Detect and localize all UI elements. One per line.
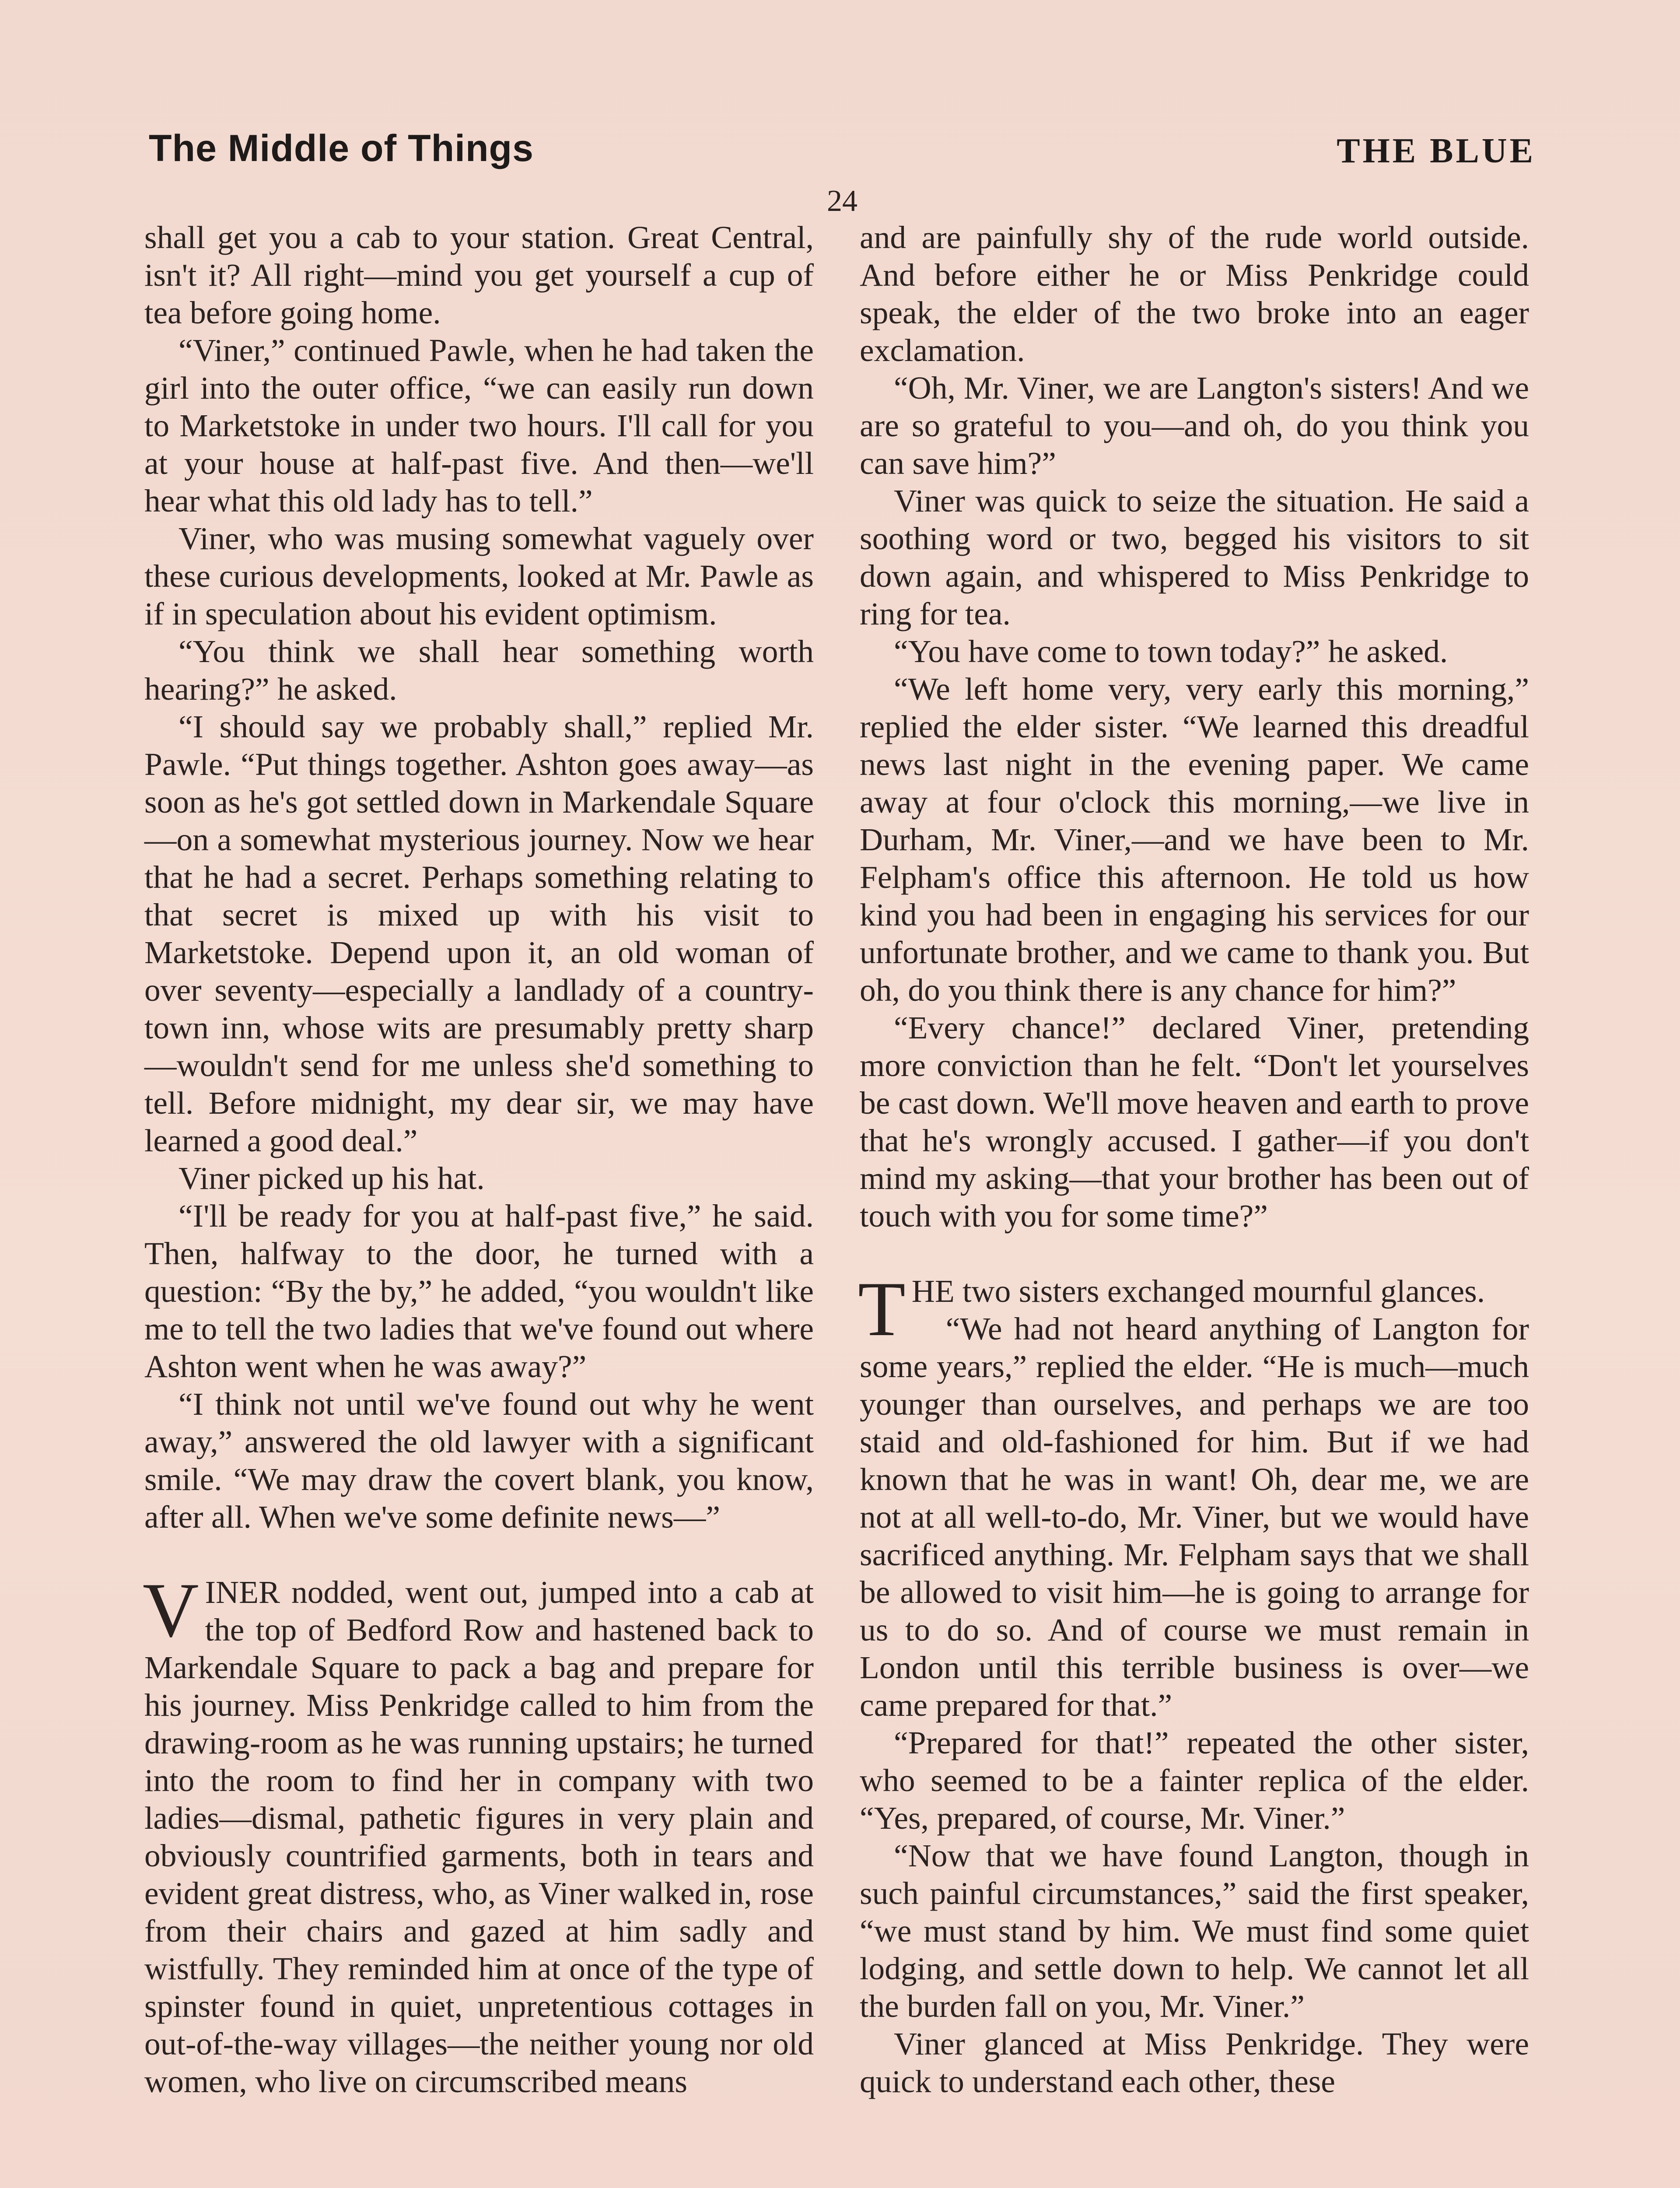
paragraph-text: INER nodded, went out, jumped into a cab at the top of Bedford Row and hastened back to Markendale Square to pack a bag and prepare for his journey. Miss Penkridge called to him from the drawing-room as he was running upstairs; he turned into the room to find her in company with two ladies—dismal, pathetic figures in very plain and obviously countrified garments, both in tears and evident great distress, who, as Viner walked in, rose from their chairs and gazed at him sadly and wistfully. They reminded him at once of the type of spinster found in quiet, unpretentious cottages in out-of-the-way villages—the neither young nor old women, who live on circumscribed means xyxy=(144,1574,814,2099)
paragraph: shall get you a cab to your station. Great Central, isn't it? All right—mind you get yourself a cup of tea before going home. xyxy=(144,220,814,330)
paragraph: “Every chance!” declared Viner, pretending more conviction than he felt. “Don't let yourselves be cast down. We'll move heaven and earth to prove that he's wrongly accused. I gather—if you don't mind my asking—that your brother has been out of touch with you for some time?” xyxy=(860,1010,1529,1234)
right-text-column xyxy=(860,219,1529,2100)
drop-cap: T xyxy=(858,1266,906,1352)
paragraph: “I think not until we've found out why he went away,” answered the old lawyer with a significant smile. “We may draw the covert blank, you know, after all. When we've some definite news—” xyxy=(144,1386,814,1535)
paragraph: “You have come to town today?” he asked. xyxy=(894,634,1448,669)
paragraph: “We left home very, very early this morning,” replied the elder sister. “We learned this dreadful news last night in the evening paper. We came away at four o'clock this morning,—we live in Durham, Mr. Viner,—and we have been to Mr. Felpham's office this afternoon. He told us how kind you had been in engaging his services for our unfortunate brother, and we came to thank you. But oh, do you think there is any chance for him?” xyxy=(860,671,1529,1008)
paragraph-text: HE two sisters exchanged mournful glances. xyxy=(911,1273,1485,1309)
page-number: 24 xyxy=(827,184,858,218)
paragraph: “You think we shall hear something worth hearing?” he asked. xyxy=(144,634,814,707)
paragraph: “I'll be ready for you at half-past five,” he said. Then, halfway to the door, he turned with a question: “By the by,” he added, “you wouldn't like me to tell the two ladies that we've found out where Ashton went when he was away?” xyxy=(144,1198,814,1384)
running-head-title: The Middle of Things xyxy=(149,127,534,169)
drop-cap: V xyxy=(143,1567,199,1653)
paragraph: Viner, who was musing somewhat vaguely over these curious developments, looked at Mr. Pawle as if in speculation about his evident optimism. xyxy=(144,521,814,631)
paragraph: “I should say we probably shall,” replied Mr. Pawle. “Put things together. Ashton goes away—as soon as he's got settled down in Markendale Square—on a somewhat mysterious journey. Now we hear that he had a secret. Perhaps something relating to that secret is mixed up with his visit to Marketstoke. Depend upon it, an old woman of over seventy—especially a landlady of a country-town inn, whose wits are presumably pretty sharp—wouldn't send for me unless she'd something to tell. Before midnight, my dear sir, we may have learned a good deal.” xyxy=(144,709,814,1158)
paragraph: Viner picked up his hat. xyxy=(178,1161,485,1196)
paragraph: “We had not heard anything of Langton for some years,” replied the elder. “He is much—much younger than ourselves, and perhaps we are too staid and old-fashioned for him. But if we had known that he was in want! Oh, dear me, we are not at all well-to-do, Mr. Viner, but we would have sacrificed anything. Mr. Felpham says that we shall be allowed to visit him—he is going to arrange for us to do so. And of course we must remain in London until this terrible business is over—we came prepared for that.” xyxy=(860,1311,1529,1723)
paragraph: “Prepared for that!” repeated the other sister, who seemed to be a fainter replica of the elder. “Yes, prepared, of course, Mr. Viner.” xyxy=(860,1725,1529,1836)
section-paragraph xyxy=(858,1266,1529,1352)
paragraph: “Viner,” continued Pawle, when he had taken the girl into the outer office, “we can easily run down to Marketstoke in under two hours. I'll call for you at your house at half-past five. And then—we'll hear what this old lady has to tell.” xyxy=(144,333,814,519)
paragraph: Viner glanced at Miss Penkridge. They were quick to understand each other, these xyxy=(860,2026,1529,2099)
paragraph: Viner was quick to seize the situation. He said a soothing word or two, begged his visitors to sit down again, and whispered to Miss Penkridge to ring for tea. xyxy=(860,483,1529,631)
running-head-magazine: THE BLUE xyxy=(1337,132,1536,170)
section-paragraph xyxy=(143,1567,814,2100)
paragraph: and are painfully shy of the rude world outside. And before either he or Miss Penkridge could speak, the elder of the two broke into an eager exclamation. xyxy=(860,220,1529,368)
paragraph: “Now that we have found Langton, though in such painful circumstances,” said the first speaker, “we must stand by him. We must find some quiet lodging, and settle down to help. We cannot let all the burden fall on you, Mr. Viner.” xyxy=(860,1838,1529,2024)
paragraph: “Oh, Mr. Viner, we are Langton's sisters! And we are so grateful to you—and oh, do you think you can save him?” xyxy=(860,370,1529,481)
left-text-column xyxy=(144,219,814,2100)
